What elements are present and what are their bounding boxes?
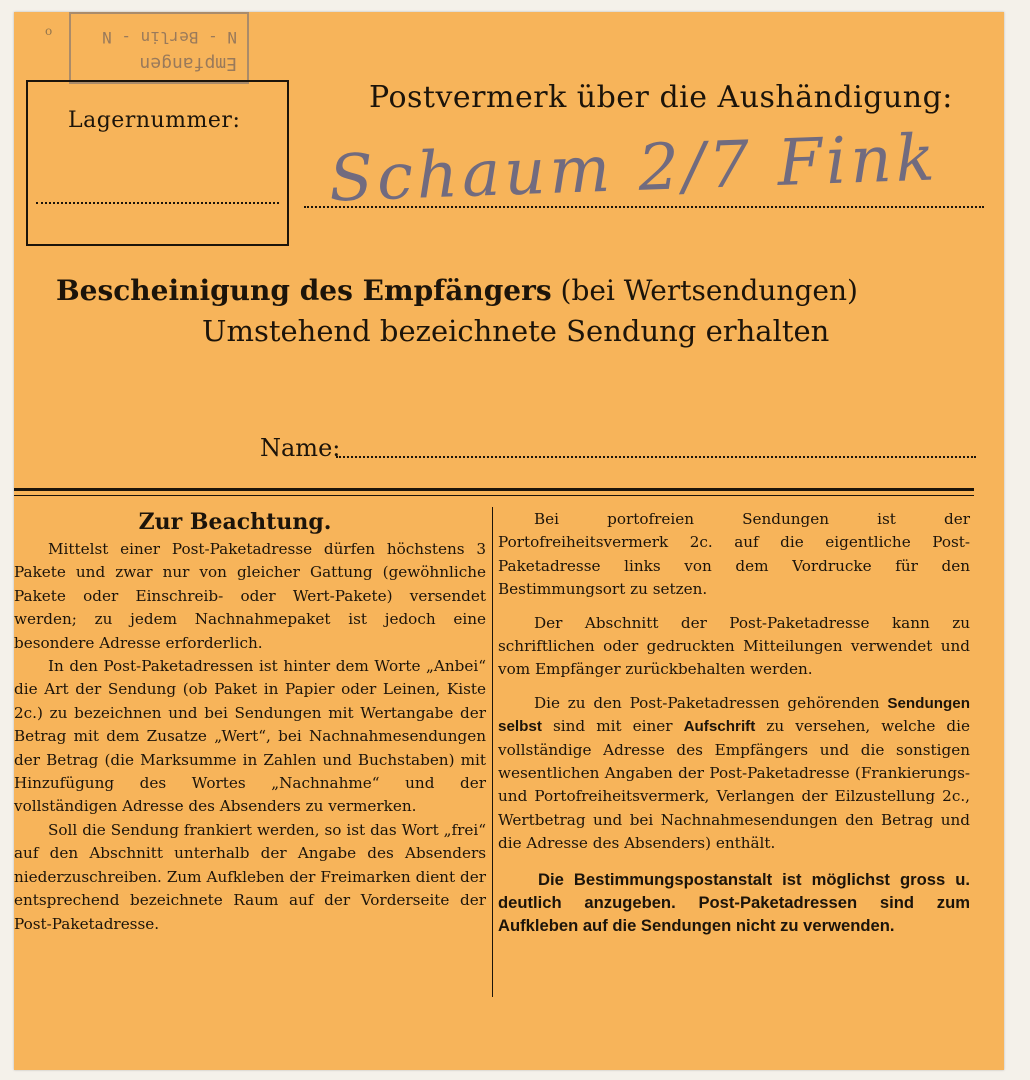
para3-bold-sendungen: Sendungen selbst [498,694,970,736]
section-divider-thick [14,488,974,491]
para3-mid: sind mit einer [541,717,684,736]
lagernummer-dotted-line [36,202,279,204]
postvermerk-dotted-line [304,206,984,208]
lagernummer-label: Lagernummer: [68,108,241,133]
instructions-bold-note: Die Bestimmungspostanstalt ist möglichst gross u. deutlich anzugeben. Post-Paketadressen sind zum Aufkleben auf die Sendungen nicht zu verwenden. [498,869,970,935]
beachtung-paragraph-3: Soll die Sendung frankiert werden, so ist das Wort „frei“ auf den Abschnitt unterhalb der Angabe des Absenders niederzuschreiben. Zum Aufkleben der Freimarken dient der entsprechend bezeichnete Raum auf der Vorderseite der Post-Paketadresse. [14,820,486,933]
para3-end: zu versehen, welche die vollständige Adresse des Empfängers und die sonstigen wesentlichen Angaben der Post-Paketadresse (Frankierungs- und Portofreiheitsvermerk, Verlangen der Eilzustellung 2c., Wertbetrag und bei Nachnahmesendungen den Betrag und die Adresse des Absenders) enthält. [498,717,970,853]
beachtung-column [14,508,486,936]
section-divider-thin [14,495,974,496]
beachtung-paragraph-2: In den Post-Paketadressen ist hinter dem Worte „Anbei“ die Art der Sendung (ob Paket in Papier oder Leinen, Kiste 2c.) zu bezeichnen und bei Sendungen mit Wertangabe der Betrag mit dem Zusatze „Wert“, bei Nachnahmesendungen der Betrag (die Marksumme in Zahlen und Buchstaben) mit Hinzufügung des Wortes „Nachnahme“ und der vollständigen Adresse des Absenders zu vermerken. [14,657,486,816]
bescheinigung-title [56,274,858,307]
bescheinigung-title-rest: (bei Wertsendungen) [551,274,858,307]
bescheinigung-title-bold: Bescheinigung des Empfängers [56,274,552,307]
para3-bold-aufschrift: Aufschrift [683,718,756,736]
beachtung-heading: Zur Beachtung. [138,509,332,535]
corner-mark: o [45,24,53,38]
instructions-paragraph-1: Bei portofreien Sendungen ist der Portofreiheitsvermerk 2c. auf die eigentliche Post-Paketadresse links von dem Vordrucke für den Bestimmungsort zu setzen. [498,510,970,599]
name-label: Name: [260,434,341,462]
postal-stamp [69,12,249,84]
stamp-line-1: Empfangen [139,53,237,74]
instructions-paragraph-2: Der Abschnitt der Post-Paketadresse kann zu schriftlichen oder gedruckten Mitteilungen verwendet und vom Empfänger zurückbehalten werden. [498,613,970,679]
column-divider [492,507,493,997]
instructions-paragraph-3 [498,692,970,856]
instructions-column [498,508,970,937]
beachtung-paragraph-1: Mittelst einer Post-Paketadresse dürfen höchstens 3 Pakete und zwar nur von gleicher Gattung (gewöhnliche Pakete oder Einschreib- oder Wert-Pakete) versendet werden; zu jedem Nachnahmepaket ist jedoch eine besondere Adresse erforderlich. [14,540,486,652]
handwritten-note: Schaum 2/7 Fink [327,121,940,217]
parcel-card-back [14,12,1004,1070]
bescheinigung-subtitle: Umstehend bezeichnete Sendung erhalten [202,314,830,348]
lagernummer-box [26,80,289,246]
postvermerk-title: Postvermerk über die Aushändigung: [369,80,953,115]
para3-start: Die zu den Post-Paketadressen gehörenden [534,693,888,712]
name-dotted-line [336,456,976,458]
stamp-line-2: N - Berlin - N [102,28,237,47]
